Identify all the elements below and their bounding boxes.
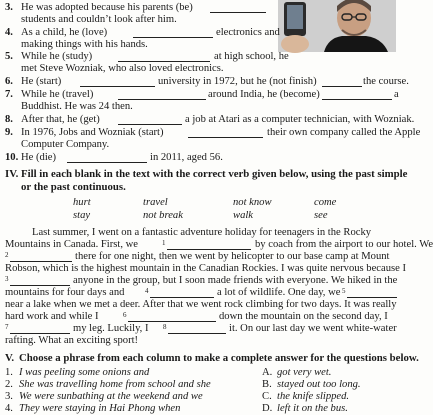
answer-blank-1[interactable] <box>167 240 251 250</box>
word-bank-item: not know <box>233 197 272 208</box>
answer-blank[interactable] <box>322 77 362 87</box>
word-bank-item: travel <box>143 197 168 208</box>
exercise-5-heading: V. Choose a phrase from each column to make a complete answer for the questions below. <box>5 352 419 364</box>
answer-blank-3[interactable] <box>10 276 70 286</box>
answer-blank[interactable] <box>118 52 210 62</box>
exercise-3-item-5-cont: met Steve Wozniak, who also loved electronics. <box>21 63 224 74</box>
word-bank-item: stay <box>73 210 91 221</box>
worksheet-page: 3. He was adopted because his parents (be) students and couldn’t look after him. 4. As a child, he (love) electronics and making things with his hands. 5. While he (study) at high school, he met Steve Wozniak, who also loved electronics. 6. He (start) university in 1972, but he (not finish) the course. 7. While he (travel) around India, he (become) a Buddhist. He was 24 then. 8. After that, he (get) a job at Atari as a computer technician, with Wozniak. 9. In 1976, Jobs and Wozniak (start) their own company called the Apple Computer Company. 10. He (die) in 2011, aged 56. IV. Fill in each blank in the text with the correct verb given below, using the past simple or the past continuous. hurt travel not know come stay not break walk see Last summer, I went on a fantastic adventure holiday for teenagers in the Rocky Mountains in Canada. First, we 1 by coach from the airport to our hotel. We 2 there for one night, then we went by helicopter to our base camp at Mount Robson, which is the highest mountain in the Canadian Rockies. I was quite nervous because I 3 anyone in the group, but I soon made friends with everyone. We hiked in the mountains for four days and 4 a lot of wildlife. One day, we 5 near a lake when we met a deer. After that we went rock climbing for two days. It was really hard work and while I 6 down the mountain on the second day, I 7 my leg. Luckily, I 8 it. On our last day we went white-water rafting. What an exciting sport! V. Choose a phrase from each column to make a complete answer for the questions below. 1. I was peeling some onions and 2. She was travelling home from school and she 3. We were sunbathing at the weekend and we 4. They were staying in Hai Phong when A. got very wet. B. stayed out too long. C. the knife slipped. D. left it on the bus. <box>0 0 400 400</box>
answer-blank[interactable] <box>133 28 213 38</box>
steve-jobs-photo <box>278 0 396 52</box>
exercise-4-heading-cont: or the past continuous. <box>21 181 126 193</box>
answer-blank-6[interactable] <box>128 312 216 322</box>
word-bank-item: see <box>314 210 328 221</box>
portrait-image <box>278 0 396 52</box>
exercise-3-item-4-cont: making things with his hands. <box>21 39 148 50</box>
answer-blank[interactable] <box>118 90 206 100</box>
answer-blank[interactable] <box>118 115 182 125</box>
word-bank-item: not break <box>143 210 183 221</box>
answer-blank[interactable] <box>67 153 147 163</box>
answer-blank-4[interactable] <box>150 288 214 298</box>
word-bank-item: come <box>314 197 337 208</box>
answer-blank-7[interactable] <box>10 324 70 334</box>
answer-blank[interactable] <box>322 90 392 100</box>
answer-blank[interactable] <box>188 128 263 138</box>
word-bank-item: walk <box>233 210 254 221</box>
answer-blank-5[interactable] <box>347 288 397 298</box>
exercise-3-item-9-cont: Computer Company. <box>21 139 110 150</box>
exercise-3-item-3-cont: students and couldn’t look after him. <box>21 14 177 25</box>
answer-blank[interactable] <box>80 77 155 87</box>
word-bank-item: hurt <box>73 197 91 208</box>
answer-blank-2[interactable] <box>10 252 72 262</box>
exercise-3-item-7-cont: Buddhist. He was 24 then. <box>21 101 133 112</box>
answer-blank[interactable] <box>210 3 266 13</box>
exercise-4-heading: IV. Fill in each blank in the text with the correct verb given below, using the past simple <box>5 168 408 180</box>
answer-blank-8[interactable] <box>168 324 226 334</box>
